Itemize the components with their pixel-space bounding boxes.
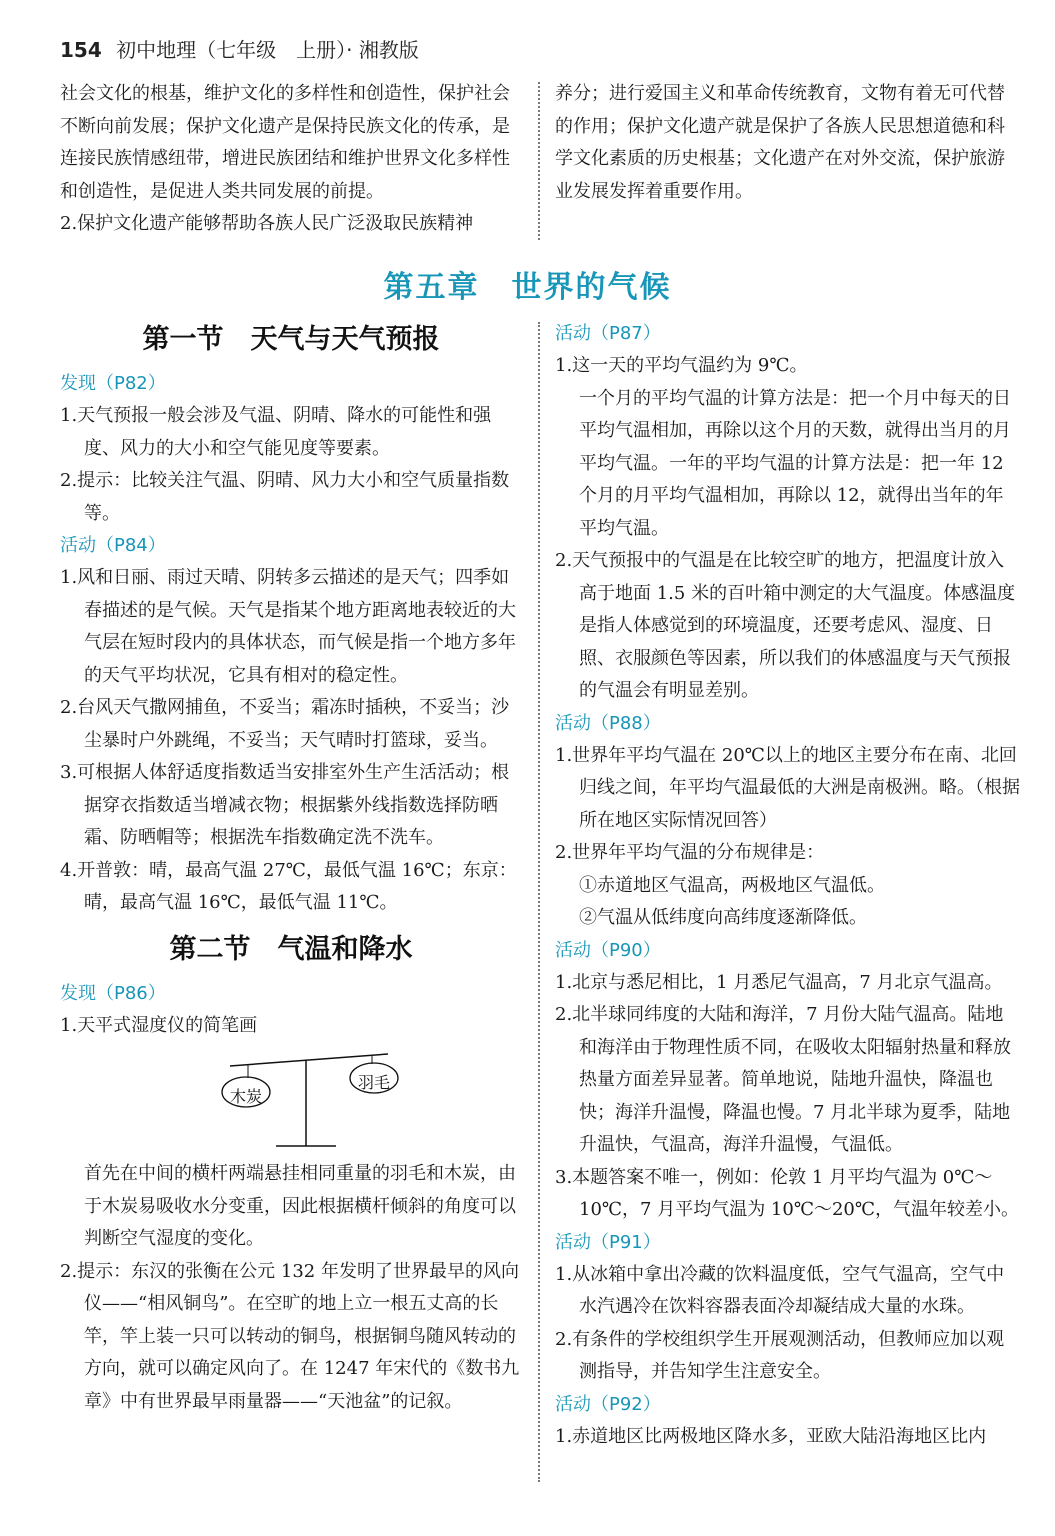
- column-divider: [538, 82, 540, 240]
- answer-item: 1.赤道地区比两极地区降水多，亚欧大陆沿海地区比内: [555, 1425, 987, 1447]
- balance-hygrometer-diagram: [60, 1048, 522, 1156]
- section-tag: 活动（P90）: [555, 939, 661, 961]
- section-tag: 活动（P92）: [555, 1393, 661, 1415]
- paragraph: 首先在中间的横杆两端悬挂相同重量的羽毛和木炭，由于木炭易吸收水分变重，因此根据横杆倾斜的角度可以判断空气湿度的变化。: [84, 1163, 516, 1249]
- chapter-title: 第五章 世界的气候: [383, 270, 672, 305]
- paragraph: 一个月的平均气温的计算方法是：把一个月中每天的日平均气温相加，再除以这个月的天数，就得出当月的月平均气温。一年的平均气温的计算方法是：把一年 12 个月的月平均气温相加，再除以 12，就得出当年的年平均气温。: [579, 387, 1011, 539]
- top-right-text: [555, 78, 1020, 208]
- section-tag: 活动（P84）: [60, 535, 166, 556]
- answer-item: 1.天气预报一般会涉及气温、阴晴、降水的可能性和强度、风力的大小和空气能见度等要素。: [60, 405, 492, 459]
- answer-item: 1.北京与悉尼相比，1 月悉尼气温高，7 月北京气温高。: [555, 971, 1003, 993]
- book-title: 初中地理（七年级 上册）· 湘教版: [116, 38, 419, 62]
- answer-item: 1.从冰箱中拿出冷藏的饮料温度低，空气气温高，空气中水汽遇冷在饮料容器表面冷却凝结成大量的水珠。: [555, 1263, 1005, 1317]
- top-left-text: [60, 78, 520, 241]
- feather-label: 羽毛: [358, 1073, 391, 1092]
- left-column: [60, 318, 522, 1418]
- page-number: 154: [60, 38, 102, 62]
- column-divider: [538, 322, 540, 1482]
- paragraph: 社会文化的根基，维护文化的多样性和创造性，保护社会不断向前发展；保护文化遗产是保持民族文化的传承，是连接民族情感纽带，增进民族团结和维护世界文化多样性和创造性，是促进人类共同发展的前提。: [60, 83, 510, 202]
- answer-item: 4.开普敦：晴，最高气温 27℃，最低气温 16℃；东京：晴，最高气温 16℃，最低气温 11℃。: [60, 859, 517, 913]
- section-title: 第二节 气温和降水: [169, 933, 413, 965]
- answer-item: 1.世界年平均气温在 20℃以上的地区主要分布在南、北回归线之间，年平均气温最低的大洲是南极洲。略。（根据所在地区实际情况回答）: [555, 744, 1020, 831]
- paragraph: 养分；进行爱国主义和革命传统教育，文物有着无可代替的作用；保护文化遗产就是保护了各族人民思想道德和科学文化素质的历史根基；文化遗产在对外交流，保护旅游业发展发挥着重要作用。: [555, 83, 1005, 202]
- charcoal-label: 木炭: [230, 1087, 263, 1106]
- answer-item: 2.天气预报中的气温是在比较空旷的地方，把温度计放入高于地面 1.5 米的百叶箱中测定的大气温度。体感温度是指人体感觉到的环境温度，还要考虑风、湿度、日照、衣服颜色等因素，所以我们的体感温度与天气预报的气温会有明显差别。: [555, 550, 1016, 701]
- section-tag: 活动（P88）: [555, 712, 661, 734]
- answer-item: 2.世界年平均气温的分布规律是：: [555, 842, 825, 863]
- answer-item: 2.有条件的学校组织学生开展观测活动，但教师应加以观测指导，并告知学生注意安全。: [555, 1328, 1005, 1382]
- section-tag: 活动（P91）: [555, 1231, 661, 1253]
- answer-item: 2.台风天气撒网捕鱼，不妥当；霜冻时插秧，不妥当；沙尘暴时户外跳绳，不妥当；天气晴时打篮球，妥当。: [60, 697, 510, 751]
- answer-item: 2.提示：比较关注气温、阴晴、风力大小和空气质量指数等。: [60, 470, 510, 524]
- section-title: 第一节 天气与天气预报: [142, 324, 440, 355]
- answer-item: 1.天平式湿度仪的简笔画: [60, 1014, 258, 1036]
- paragraph: 2.保护文化遗产能够帮助各族人民广泛汲取民族精神: [60, 213, 474, 234]
- answer-item: 1.这一天的平均气温约为 9℃。: [555, 355, 808, 376]
- section-tag: 发现（P82）: [60, 373, 166, 394]
- answer-item: 3.可根据人体舒适度指数适当安排室外生产生活活动；根据穿衣指数适当增减衣物；根据紫外线指数选择防晒霜、防晒帽等；根据洗车指数确定洗不洗车。: [60, 762, 510, 848]
- answer-item: 1.风和日丽、雨过天晴、阴转多云描述的是天气；四季如春描述的是气候。天气是指某个地方距离地表较近的大气层在短时段内的具体状态，而气候是指一个地方多年的天气平均状况，它具有相对的稳定性。: [60, 567, 516, 686]
- answer-subitem: ①赤道地区气温高，两极地区气温低。: [579, 874, 885, 896]
- section-tag: 发现（P86）: [60, 982, 166, 1004]
- section-tag: 活动（P87）: [555, 323, 661, 344]
- page-header: [60, 34, 419, 63]
- answer-item: 2.提示：东汉的张衡在公元 132 年发明了世界最早的风向仪——“相风铜鸟”。在空旷的地上立一根五丈高的长竿，竿上装一只可以转动的铜鸟，根据铜鸟随风转动的方向，就可以确定风向了。在 1247 年宋代的《数书九章》中有世界最早雨量器——“天池盆”的记叙。: [60, 1260, 520, 1412]
- answer-item: 3.本题答案不唯一，例如：伦敦 1 月平均气温为 0℃～10℃，7 月平均气温为 10℃～20℃，气温年较差小。: [555, 1166, 1020, 1220]
- answer-subitem: ②气温从低纬度向高纬度逐渐降低。: [579, 907, 867, 928]
- answer-item: 2.北半球同纬度的大陆和海洋，7 月份大陆气温高。陆地和海洋由于物理性质不同，在吸收太阳辐射热量和释放热量方面差异显著。简单地说，陆地升温快，降温也快；海洋升温慢，降温也慢。7 月北半球为夏季，陆地升温快，气温高，海洋升温慢，气温低。: [555, 1004, 1011, 1155]
- right-column: [555, 318, 1021, 1453]
